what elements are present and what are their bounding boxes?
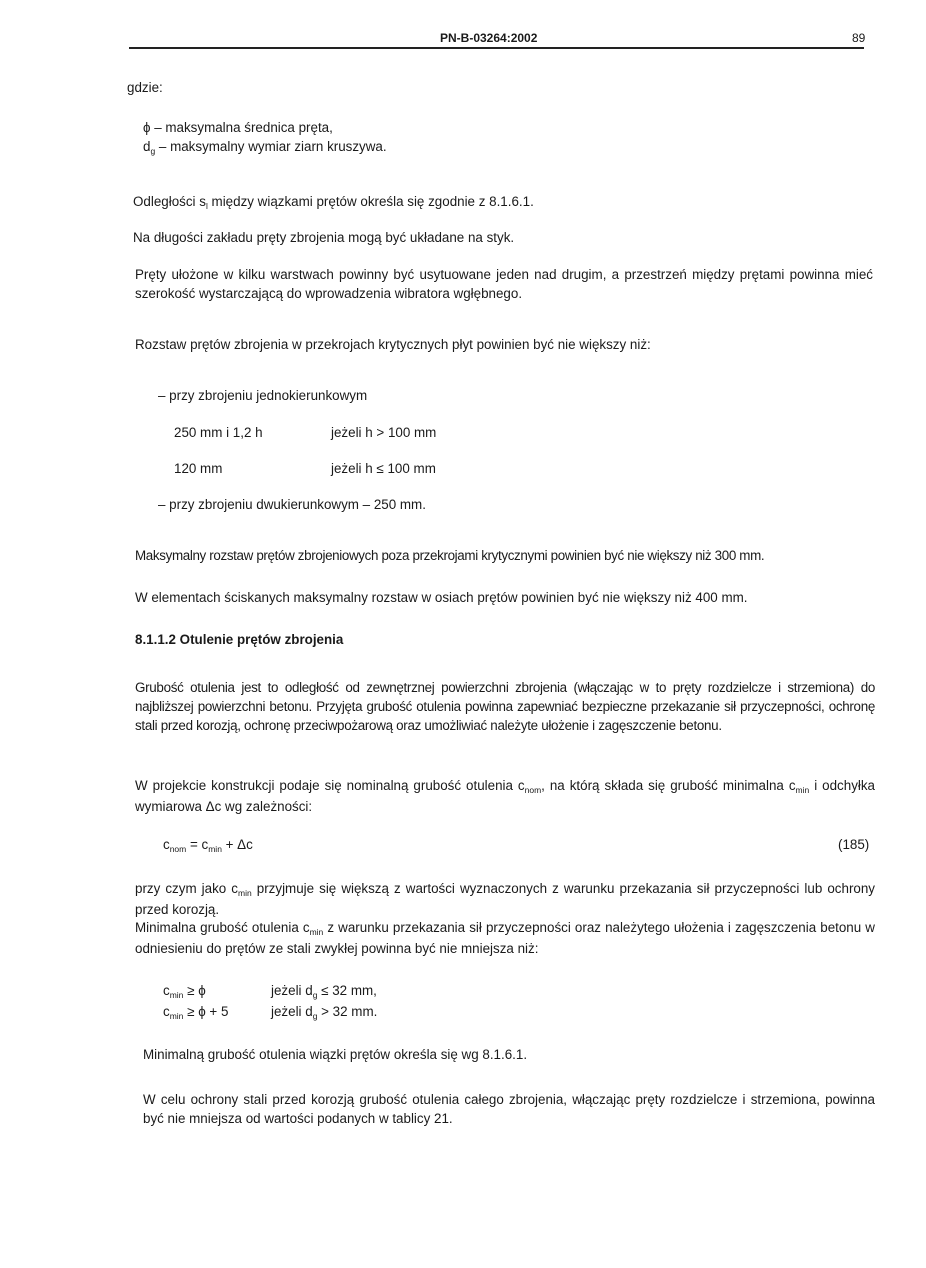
row1-condition: jeżeli h > 100 mm	[331, 425, 437, 440]
bundle-cover-paragraph: Minimalną grubość otulenia wiązki prętów określa się wg 8.1.6.1.	[143, 1047, 528, 1062]
dg-definition: – maksymalny wymiar ziarn kruszywa.	[155, 139, 387, 154]
definition-phi	[143, 120, 333, 135]
condition-1-when: jeżeli $d_g \le 32$ mm,	[271, 983, 377, 1000]
cover-definition-paragraph: Grubość otulenia jest to odległość od zewnętrznej powierzchni zbrojenia (włączając w to pręty rozdzielcze i strzemiona) do najbliższej powierzchni betonu. Przyjęta grubość otulenia powinna zapewniać bezpieczne przekazanie sił przyczepności, ochronę stali przed korozją, ochronę przeciwpożarową oraz umożliwiać należyte ułożenie i zagęszczenie betonu.	[135, 680, 875, 733]
definition-dg	[143, 139, 387, 154]
section-heading: 8.1.1.2 Otulenie prętów zbrojenia	[135, 632, 344, 647]
nominal-cover-paragraph: W projekcie konstrukcji podaje się nominalną grubość otulenia $c_{nom}$, na którą składa się grubość minimalna $c_{min}$ i odchyłka wymiarowa Δc wg zależności:	[135, 778, 876, 814]
condition-1-formula: $c_{min} \ge \phi$	[163, 983, 206, 1000]
dg-symbol: d	[143, 139, 151, 154]
header-rule	[129, 47, 864, 49]
row2-condition: jeżeli h ≤ 100 mm	[331, 461, 436, 476]
phi-symbol: ϕ	[143, 120, 151, 135]
formula-185: $c_{nom} = c_{min} + \Delta c$	[163, 837, 253, 854]
condition-2-formula: $c_{min} \ge \phi + 5$	[163, 1004, 229, 1021]
max-spacing-paragraph: Maksymalny rozstaw prętów zbrojeniowych poza przekrojami krytycznymi powinien być nie większy niż 300 mm.	[135, 548, 765, 563]
list-item-one-way: – przy zbrojeniu jednokierunkowym	[158, 388, 368, 403]
phi-definition: – maksymalna średnica pręta,	[150, 120, 333, 135]
spacing-paragraph: Odległości $s_l$ między wiązkami prętów określa się zgodnie z 8.1.6.1.	[133, 194, 534, 211]
compressed-paragraph: W elementach ściskanych maksymalny rozstaw w osiach prętów powinien być nie większy niż 400 mm.	[135, 590, 748, 605]
row1-value: 250 mm i 1,2 h	[174, 425, 263, 440]
equation-number: (185)	[838, 837, 870, 852]
condition-2-when: jeżeli $d_g > 32$ mm.	[271, 1004, 378, 1021]
dg-subscript: g	[150, 146, 156, 156]
page-number: 89	[852, 31, 866, 45]
row2-value: 120 mm	[174, 461, 223, 476]
document-code: PN-B-03264:2002	[440, 31, 538, 45]
slab-spacing-paragraph: Rozstaw prętów zbrojenia w przekrojach krytycznych płyt powinien być nie większy niż:	[135, 337, 651, 352]
list-item-two-way: – przy zbrojeniu dwukierunkowym – 250 mm.	[158, 497, 426, 512]
minimum-cover-paragraph: Minimalna grubość otulenia $c_{min}$ z warunku przekazania sił przyczepności oraz należytego ułożenia i zagęszczenia betonu w odniesieniu do prętów ze stali zwykłej powinna być nie mniejsza niż:	[135, 920, 875, 956]
where-label: gdzie:	[127, 80, 163, 95]
layers-paragraph: Pręty ułożone w kilku warstwach powinny być usytuowane jeden nad drugim, a przestrzeń między prętami powinna mieć szerokość wystarczającą do wprowadzenia wibratora wgłębnego.	[135, 267, 873, 301]
cmin-choice-paragraph: przy czym jako $c_{min}$ przyjmuje się większą z wartości wyznaczonych z warunku przekazania sił przyczepności lub ochrony przed korozją.	[135, 881, 875, 917]
lap-paragraph: Na długości zakładu pręty zbrojenia mogą być układane na styk.	[133, 230, 515, 245]
corrosion-paragraph: W celu ochrony stali przed korozją grubość otulenia całego zbrojenia, włączając pręty rozdzielcze i strzemiona, powinna być nie mniejsza od wartości podanych w tablicy 21.	[143, 1092, 875, 1126]
